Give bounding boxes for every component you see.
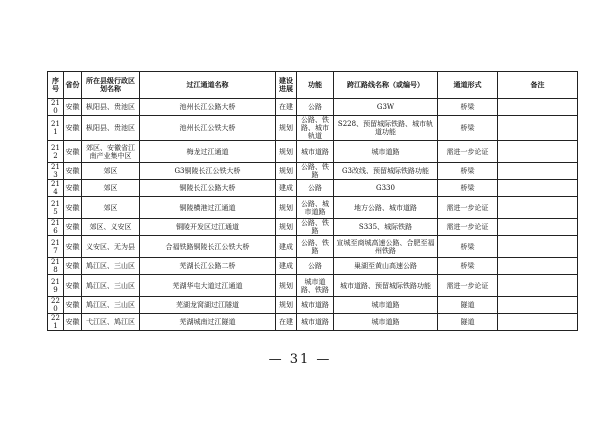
cell-form: 需进一步论证 xyxy=(438,219,498,236)
header-cell-progress: 建设进展 xyxy=(276,72,297,99)
cell-county: 郊区 xyxy=(82,180,140,197)
cell-index: 213 xyxy=(48,163,64,180)
cell-province: 安徽 xyxy=(64,197,82,219)
cell-province: 安徽 xyxy=(64,275,82,297)
cell-progress: 规划 xyxy=(276,275,297,297)
header-cell-province: 省份 xyxy=(64,72,82,99)
cell-route: S228、预留城际铁路、城市轨道功能 xyxy=(334,116,438,141)
cell-crossing-name: 芜湖城南过江隧道 xyxy=(140,314,276,331)
table-body xyxy=(48,99,578,331)
header-cell-crossing-name: 过江通道名称 xyxy=(140,72,276,99)
cell-index: 221 xyxy=(48,314,64,331)
cell-crossing-name: 合福铁路铜陵长江公铁大桥 xyxy=(140,236,276,258)
table-row xyxy=(48,99,578,116)
cell-county: 郊区、义安区 xyxy=(82,219,140,236)
cell-function: 城市道路 xyxy=(297,297,334,314)
cell-county: 郊区 xyxy=(82,163,140,180)
cell-progress: 规划 xyxy=(276,141,297,163)
table-row xyxy=(48,297,578,314)
cell-county: 鸠江区、三山区 xyxy=(82,258,140,275)
cell-progress: 规划 xyxy=(276,163,297,180)
table-row xyxy=(48,314,578,331)
cell-route: 巢湖至黄山高速公路 xyxy=(334,258,438,275)
cell-route: 宣城至商城高速公路、合肥至福州铁路 xyxy=(334,236,438,258)
cell-progress: 规划 xyxy=(276,219,297,236)
cell-function: 公路 xyxy=(297,99,334,116)
header-cell-remarks: 备注 xyxy=(498,72,578,99)
cell-county: 弋江区、鸠江区 xyxy=(82,314,140,331)
cell-route: S335、城际铁路 xyxy=(334,219,438,236)
cell-form: 隧道 xyxy=(438,297,498,314)
cell-remarks xyxy=(498,236,578,258)
cell-progress: 在建 xyxy=(276,99,297,116)
cell-function: 城市道路 xyxy=(297,141,334,163)
cell-progress: 规划 xyxy=(276,297,297,314)
cell-progress: 规划 xyxy=(276,116,297,141)
table-header-row xyxy=(48,72,578,99)
cell-remarks xyxy=(498,275,578,297)
table-row xyxy=(48,180,578,197)
cell-function: 公路、铁路 xyxy=(297,236,334,258)
cell-remarks xyxy=(498,197,578,219)
cell-function: 公路、铁路 xyxy=(297,219,334,236)
cell-province: 安徽 xyxy=(64,141,82,163)
cell-remarks xyxy=(498,163,578,180)
cell-province: 安徽 xyxy=(64,236,82,258)
table-row xyxy=(48,236,578,258)
cell-progress: 建成 xyxy=(276,180,297,197)
cell-progress: 在建 xyxy=(276,314,297,331)
table-row xyxy=(48,197,578,219)
table-row xyxy=(48,275,578,297)
table-row xyxy=(48,258,578,275)
header-cell-form: 通道形式 xyxy=(438,72,498,99)
cell-county: 鸠江区、三山区 xyxy=(82,275,140,297)
cell-province: 安徽 xyxy=(64,99,82,116)
header-cell-index: 序号 xyxy=(48,72,64,99)
cell-crossing-name: 芜湖长江公路二桥 xyxy=(140,258,276,275)
cell-form: 桥梁 xyxy=(438,163,498,180)
cell-county: 郊区、安徽省江南产业集中区 xyxy=(82,141,140,163)
cell-index: 212 xyxy=(48,141,64,163)
cell-route: 城市道路、预留城际铁路功能 xyxy=(334,275,438,297)
cell-route: 城市道路 xyxy=(334,314,438,331)
cell-progress: 规划 xyxy=(276,197,297,219)
cell-progress: 建成 xyxy=(276,258,297,275)
cell-route: 城市道路 xyxy=(334,141,438,163)
cell-remarks xyxy=(498,141,578,163)
cell-province: 安徽 xyxy=(64,219,82,236)
cell-remarks xyxy=(498,99,578,116)
cell-county: 义安区、无为县 xyxy=(82,236,140,258)
header-cell-route: 跨江路线名称（或编号） xyxy=(334,72,438,99)
cell-remarks xyxy=(498,116,578,141)
cell-remarks xyxy=(498,258,578,275)
cell-crossing-name: 铜陵长江公路大桥 xyxy=(140,180,276,197)
cell-form: 需进一步论证 xyxy=(438,275,498,297)
cell-remarks xyxy=(498,314,578,331)
cell-crossing-name: 池州长江公路大桥 xyxy=(140,99,276,116)
table-row xyxy=(48,219,578,236)
cell-remarks xyxy=(498,219,578,236)
cell-index: 217 xyxy=(48,236,64,258)
cell-function: 公路 xyxy=(297,180,334,197)
cell-index: 219 xyxy=(48,275,64,297)
header-cell-function: 功能 xyxy=(297,72,334,99)
cell-crossing-name: 铜陵横港过江通道 xyxy=(140,197,276,219)
cell-route: G3W xyxy=(334,99,438,116)
table-row xyxy=(48,163,578,180)
cell-function: 公路、铁路 xyxy=(297,163,334,180)
page-number: — 31 — xyxy=(268,352,332,367)
cell-index: 210 xyxy=(48,99,64,116)
cell-index: 216 xyxy=(48,219,64,236)
cell-crossing-name: 芜湖龙窝湖过江隧道 xyxy=(140,297,276,314)
cell-form: 需进一步论证 xyxy=(438,141,498,163)
cell-index: 220 xyxy=(48,297,64,314)
cell-index: 215 xyxy=(48,197,64,219)
header-cell-county: 所在县级行政区划名称 xyxy=(82,72,140,99)
cell-crossing-name: G3铜陵长江公铁大桥 xyxy=(140,163,276,180)
cell-county: 枞阳县、贵池区 xyxy=(82,99,140,116)
cell-form: 桥梁 xyxy=(438,116,498,141)
cell-province: 安徽 xyxy=(64,180,82,197)
cell-index: 218 xyxy=(48,258,64,275)
cell-form: 桥梁 xyxy=(438,180,498,197)
cell-province: 安徽 xyxy=(64,163,82,180)
cell-route: 城市道路 xyxy=(334,297,438,314)
cell-index: 211 xyxy=(48,116,64,141)
cell-crossing-name: 池州长江公铁大桥 xyxy=(140,116,276,141)
cell-index: 214 xyxy=(48,180,64,197)
cell-function: 公路 xyxy=(297,258,334,275)
cell-function: 城市道路、铁路 xyxy=(297,275,334,297)
table-row xyxy=(48,116,578,141)
cell-form: 桥梁 xyxy=(438,99,498,116)
cell-county: 郊区 xyxy=(82,197,140,219)
cell-province: 安徽 xyxy=(64,116,82,141)
cell-province: 安徽 xyxy=(64,258,82,275)
cell-function: 公路、城市道路 xyxy=(297,197,334,219)
river-crossing-table xyxy=(47,71,578,331)
cell-remarks xyxy=(498,180,578,197)
table-row xyxy=(48,141,578,163)
cell-crossing-name: 铜陵开发区过江通道 xyxy=(140,219,276,236)
cell-province: 安徽 xyxy=(64,314,82,331)
cell-county: 枞阳县、贵池区 xyxy=(82,116,140,141)
cell-form: 桥梁 xyxy=(438,236,498,258)
cell-route: G3改线、预留城际铁路功能 xyxy=(334,163,438,180)
cell-form: 桥梁 xyxy=(438,258,498,275)
cell-form: 隧道 xyxy=(438,314,498,331)
cell-province: 安徽 xyxy=(64,297,82,314)
cell-crossing-name: 梅龙过江通道 xyxy=(140,141,276,163)
cell-function: 城市道路 xyxy=(297,314,334,331)
cell-progress: 建成 xyxy=(276,236,297,258)
cell-crossing-name: 芜湖华屯大道过江通道 xyxy=(140,275,276,297)
cell-function: 公路、铁路、城市轨道 xyxy=(297,116,334,141)
cell-county: 鸠江区、三山区 xyxy=(82,297,140,314)
cell-remarks xyxy=(498,297,578,314)
cell-route: G330 xyxy=(334,180,438,197)
cell-route: 地方公路、城市道路 xyxy=(334,197,438,219)
cell-form: 需进一步论证 xyxy=(438,197,498,219)
